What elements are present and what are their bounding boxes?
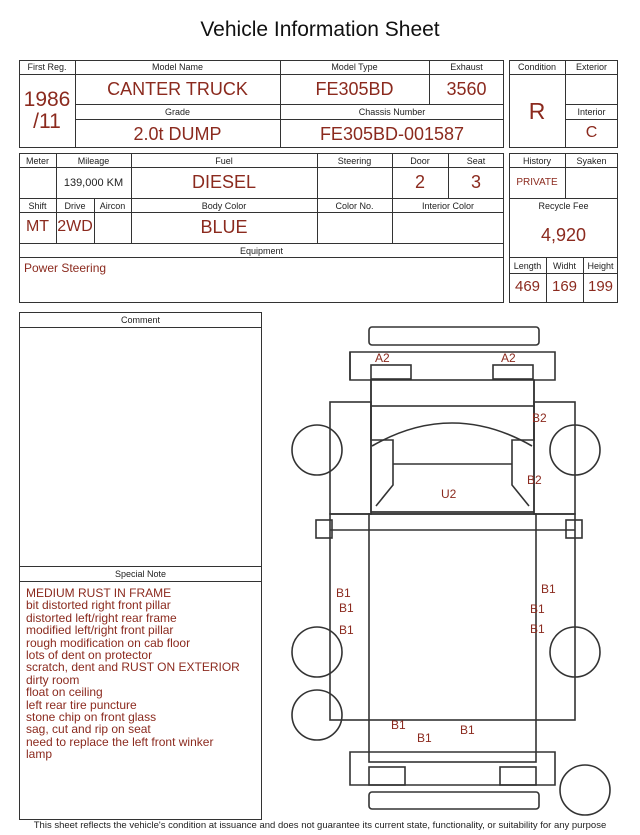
equipment-label: Equipment <box>239 246 284 256</box>
damage-mark: B1 <box>460 723 475 737</box>
damage-mark: A2 <box>375 351 390 365</box>
spare-tire <box>560 765 610 815</box>
grade-label: Grade <box>164 107 190 117</box>
left-door <box>330 402 371 514</box>
body-color-label: Body Color <box>201 201 247 211</box>
interior-value: C <box>585 124 598 141</box>
windshield-top <box>372 423 532 446</box>
list-item: scratch, dent and RUST ON EXTERIOR <box>26 660 240 675</box>
width-value: 169 <box>551 278 578 295</box>
list-item: lamp <box>26 747 53 762</box>
damage-mark: A2 <box>501 351 516 365</box>
list-item: modified left/right front pillar <box>26 623 174 638</box>
front-bumper <box>369 327 539 345</box>
shift-value: MT <box>25 218 50 235</box>
damage-mark: B1 <box>391 718 406 732</box>
chassis-number-label: Chassis Number <box>358 107 426 117</box>
list-item: float on ceiling <box>26 685 103 700</box>
special-notes-list <box>26 587 240 761</box>
history-value: PRIVATE <box>516 177 558 188</box>
steering-label: Steering <box>337 156 372 166</box>
length-value: 469 <box>514 278 541 295</box>
rear-bumper <box>369 792 539 809</box>
damage-mark: B1 <box>339 623 354 637</box>
chassis-number-value: FE305BD-001587 <box>319 124 465 144</box>
list-item: stone chip on front glass <box>26 710 157 725</box>
damage-mark: B1 <box>530 602 545 616</box>
model-type-label: Model Type <box>331 62 378 72</box>
rear-left-inner-tire <box>292 690 342 740</box>
truck-damage-diagram <box>280 318 630 816</box>
special-note-label: Special Note <box>114 569 167 579</box>
damage-mark: B2 <box>532 411 547 425</box>
first-reg-month: /11 <box>33 110 61 133</box>
drive-label: Drive <box>64 201 86 211</box>
condition-label: Condition <box>517 62 557 72</box>
interior-label: Interior <box>577 107 606 117</box>
aircon-label: Aircon <box>99 201 126 211</box>
height-value: 199 <box>587 278 614 295</box>
rear-bumper-frame <box>350 752 555 785</box>
seat-label: Seat <box>466 156 486 166</box>
damage-mark: B1 <box>541 582 556 596</box>
width-label: Widht <box>552 261 576 271</box>
damage-mark: B1 <box>336 586 351 600</box>
damage-mark: B1 <box>339 601 354 615</box>
list-item: distorted left/right rear frame <box>26 610 177 625</box>
color-no-label: Color No. <box>335 201 374 211</box>
shift-label: Shift <box>28 201 47 211</box>
rear-left-outer-tire <box>292 627 342 677</box>
list-item: sag, cut and rip on seat <box>26 722 151 737</box>
disclaimer-footer: This sheet reflects the vehicle's condition at issuance and does not guarantee its current state, functionality, or suitability for any purpose <box>33 820 607 831</box>
exhaust-label: Exhaust <box>450 62 483 72</box>
fuel-value: DIESEL <box>191 172 257 192</box>
body-color-value: BLUE <box>200 217 248 237</box>
damage-mark: B1 <box>530 622 545 636</box>
cargo-bed <box>330 514 575 720</box>
list-item: dirty room <box>26 672 80 687</box>
list-item: lots of dent on protector <box>26 648 153 663</box>
door-value: 2 <box>414 172 425 192</box>
sheet-title: Vehicle Information Sheet <box>200 18 440 41</box>
history-label: History <box>522 156 551 166</box>
door-label: Door <box>410 156 430 166</box>
list-item: need to replace the left front winker <box>26 734 214 749</box>
comment-label: Comment <box>120 315 160 325</box>
model-name-label: Model Name <box>151 62 204 72</box>
hood-panel <box>371 380 534 406</box>
recycle-fee-value: 4,920 <box>540 225 587 245</box>
list-item: rough modification on cab floor <box>26 635 191 650</box>
length-label: Length <box>513 261 542 271</box>
syaken-label: Syaken <box>576 156 607 166</box>
fuel-label: Fuel <box>215 156 233 166</box>
first-reg-label: First Reg. <box>27 62 67 72</box>
height-label: Height <box>587 261 614 271</box>
left-mirror <box>371 365 411 379</box>
mileage-value: 139,000 KM <box>63 177 124 189</box>
front-left-tire <box>292 425 342 475</box>
grade-value: 2.0t DUMP <box>133 124 222 144</box>
damage-mark: U2 <box>441 487 457 501</box>
exhaust-value: 3560 <box>446 79 487 99</box>
list-item: left rear tire puncture <box>26 697 137 712</box>
seat-value: 3 <box>470 172 481 192</box>
drive-value: 2WD <box>57 218 93 235</box>
interior-color-label: Interior Color <box>421 201 475 211</box>
condition-value: R <box>528 98 546 124</box>
model-type-value: FE305BD <box>315 79 394 99</box>
list-item: bit distorted right front pillar <box>26 598 171 613</box>
meter-label: Meter <box>25 156 49 166</box>
first-reg-year: 1986 <box>23 88 71 111</box>
model-name-value: CANTER TRUCK <box>107 79 248 99</box>
damage-mark: B1 <box>417 731 432 745</box>
rear-right-mud-flap <box>566 520 582 538</box>
equipment-value: Power Steering <box>24 261 107 275</box>
exterior-label: Exterior <box>575 62 607 72</box>
list-item: MEDIUM RUST IN FRAME <box>26 586 172 600</box>
recycle-fee-label: Recycle Fee <box>538 201 589 211</box>
right-mirror <box>493 365 533 379</box>
damage-mark: B2 <box>527 473 542 487</box>
rear-left-lamp <box>369 767 405 785</box>
mileage-label: Mileage <box>77 156 110 166</box>
rear-right-lamp <box>500 767 536 785</box>
